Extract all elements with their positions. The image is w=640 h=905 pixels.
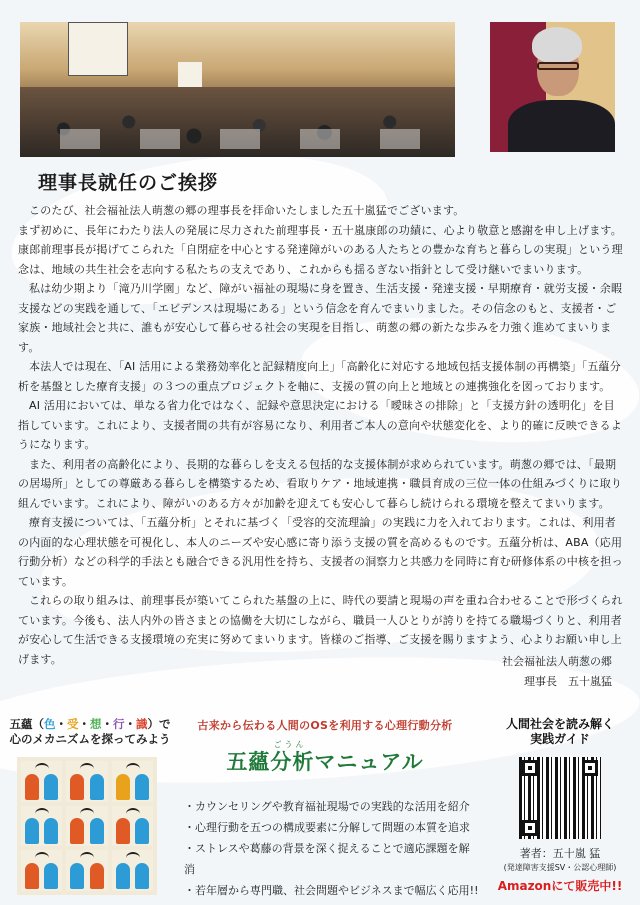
heading-suffix: ）で bbox=[147, 717, 171, 731]
skandha-gyo: 行 bbox=[113, 717, 125, 731]
skandha-ju: 受 bbox=[67, 717, 79, 731]
purchase-panel bbox=[480, 717, 640, 894]
illustration-tile bbox=[21, 761, 62, 802]
title-ruby: ごうん bbox=[273, 740, 307, 749]
heading-prefix: 五蘊（ bbox=[9, 717, 44, 731]
photo-strip bbox=[0, 22, 640, 162]
illustration-tile bbox=[66, 806, 107, 847]
book-title: 五蘊分析マニュアル bbox=[226, 750, 424, 774]
portrait-glasses bbox=[537, 62, 579, 70]
separator: ・ bbox=[78, 717, 90, 731]
illustration-tile bbox=[66, 761, 107, 802]
paragraph: 本法人では現在、「AI 活用による業務効率化と記録精度向上」「高齢化に対応する地域包括支援体制の再構築」「五蘊分析を基盤とした療育支援」の３つの重点プロジェクトを軸に、支援の質の向上と地域との連携強化を図っております。 bbox=[18, 360, 621, 393]
feature-item: ・ 若年層から専門職、社会問題やビジネスまで幅広く応用!! bbox=[184, 880, 480, 901]
illustration-tile bbox=[21, 850, 62, 891]
feature-item: ・ 心理行動を五つの構成要素に分解して問題の本質を追求 bbox=[184, 817, 480, 838]
book-promo bbox=[170, 717, 480, 901]
paragraph: AI 活用においては、単なる省力化ではなく、記録や意思決定における「曖昧さの排除」と「支援方針の透明化」を目指しています。これにより、支援者間の共有が容易になり、利用者ご本人の意向や状態変化を、より的確に反映できるようになります。 bbox=[18, 399, 622, 451]
amazon-cta[interactable]: Amazonにて販売中!! bbox=[497, 879, 623, 893]
qr-finder bbox=[522, 820, 538, 836]
feature-item: ・ カウンセリングや教育福祉現場での実践的な活用を紹介 bbox=[184, 796, 480, 817]
paragraph: また、利用者の高齢化により、長期的な暮らしを支える包括的な支援体制が求められています。萌葱の郷では、「最期の居場所」としての尊厳ある暮らしを構築するため、看取りケア・地域連携・職員育成の三位一体の仕組みづくりに取り組んでいます。これにより、障がいのある方々が加齢を迎えても安心して暮らし続けられる環境を整えてまいります。 bbox=[18, 457, 623, 510]
book-feature-list bbox=[184, 796, 480, 901]
paragraph: このたび、社会福祉法人萌葱の郷の理事長を拝命いたしました五十嵐猛でございます。 bbox=[29, 204, 465, 217]
skandha-shiki: 色 bbox=[44, 717, 56, 731]
separator: ・ bbox=[55, 717, 67, 731]
paragraph: 療育支援については、「五蘊分析」とそれに基づく「受容的交流理論」の実践に力を入れております。これは、利用者の内面的な心理状態を可視化し、本人のニーズや安心感に寄り添う支援の質を高めるものです。五蘊分析は、ABA（応用行動分析）などの科学的手法とも融合できる汎用性を持ち、支援者の洞察力と共感力を同時に育む研修体系の中核を担っています。 bbox=[18, 516, 623, 588]
illustration-tile bbox=[112, 850, 153, 891]
illustration-grid bbox=[17, 757, 157, 895]
banquet-tables bbox=[20, 129, 455, 149]
illustration-tile bbox=[112, 761, 153, 802]
skandha-so: 想 bbox=[90, 717, 102, 731]
signature-name: 理事長 五十嵐猛 bbox=[524, 675, 612, 688]
projection-screen bbox=[68, 22, 128, 76]
greeting-body bbox=[18, 201, 623, 669]
paragraph: これらの取り組みは、前理事長が築いてこられた基盤の上に、時代の要請と現場の声を重ね合わせることで形づくられています。今後も、法人内外の皆さまとの協働を大切にしながら、職員一人ひとりが誇りを持てる職場づくりと、利用者が安心して生活できる支援環境の充実に努めてまいります。皆様のご指導、ご支援を賜りますよう、心よりお願い申し上げます。 bbox=[18, 594, 623, 666]
feature-item: ・ ストレスや葛藤の背景を深く捉えることで適応課題を解消 bbox=[184, 838, 480, 880]
qr-finder bbox=[582, 760, 598, 776]
illustration-tile bbox=[66, 850, 107, 891]
event-hall-photo bbox=[20, 22, 455, 157]
separator: ・ bbox=[101, 717, 113, 731]
guide-heading-line2: 実践ガイド bbox=[530, 732, 590, 746]
paragraph: 私は幼少期より「滝乃川学園」など、障がい福祉の現場に身を置き、生活支援・発達支援・早期療育・就労支援・余暇支援などの実践を通して、「エビデンスは現場にある」という信念を育んでまいりました。その信念のもと、支援者・ご家族・地域社会と共に、誰もが安心して暮らせる社会の実現を目指し、萌葱の郷の新たな歩みを力強く進めてまいります。 bbox=[18, 282, 623, 354]
skandha-shiki-consciousness: 識 bbox=[136, 717, 148, 731]
signature-org: 社会福祉法人萌葱の郷 bbox=[502, 655, 612, 668]
qr-code[interactable] bbox=[519, 757, 601, 839]
heading-line2: 心のメカニズムを探ってみよう bbox=[9, 732, 171, 746]
page-title: 理事長就任のご挨拶 bbox=[38, 172, 219, 194]
illustration-tile bbox=[21, 806, 62, 847]
illustration-tile bbox=[112, 806, 153, 847]
paragraph: まず初めに、長年にわたり法人の発展に尽力された前理事長・五十嵐康郎の功績に、心より敬意と感謝を申し上げます。康郎前理事長が掲げてこられた「自閉症を中心とする発達障がいのある人たちとの豊かな育ちと暮らしの実現」という理念は、地域の共生社会を志向する私たちの支えであり、これからも揺るぎない指針として受け継いでまいります。 bbox=[18, 223, 623, 276]
guide-heading-line1: 人間社会を読み解く bbox=[505, 717, 614, 731]
chairman-portrait-photo bbox=[490, 22, 615, 152]
author-name: 著者：五十嵐 猛 bbox=[519, 847, 601, 860]
separator: ・ bbox=[124, 717, 136, 731]
portrait-hair bbox=[532, 27, 582, 63]
portrait-shirt bbox=[508, 100, 615, 152]
signature-block bbox=[502, 652, 612, 692]
author-credentials: (発達障害支援SV・公認心理師) bbox=[503, 863, 617, 872]
book-tagline: 古来から伝わる人間のOSを利用する心理行動分析 bbox=[197, 719, 453, 732]
qr-finder bbox=[522, 760, 538, 776]
guide-heading bbox=[480, 717, 640, 747]
